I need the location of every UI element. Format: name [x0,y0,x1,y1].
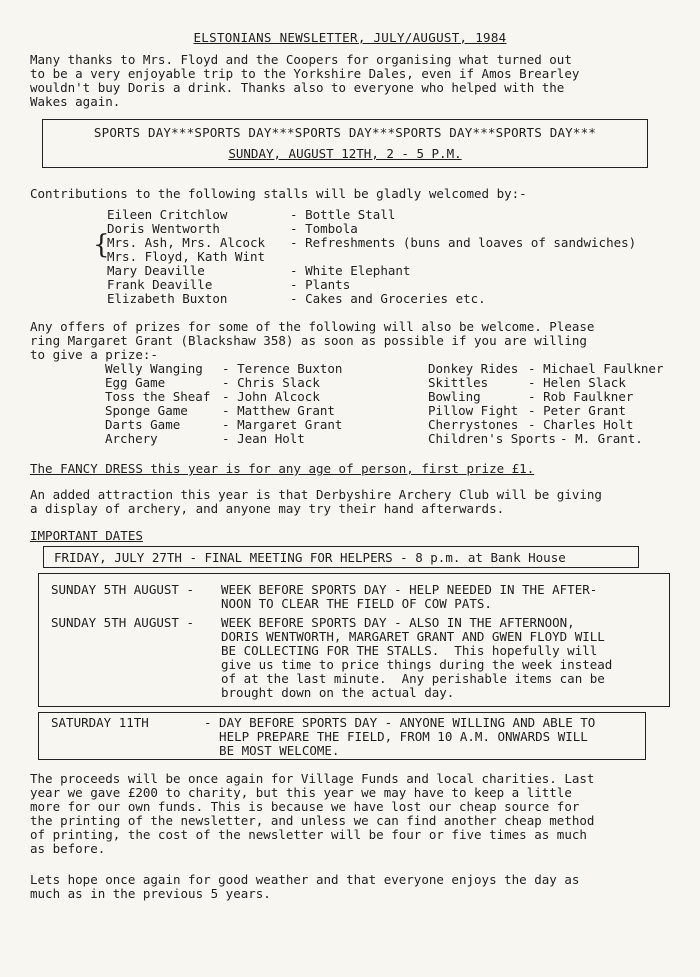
fancy-dress-notice: The FANCY DRESS this year is for any age of person, first prize £1. [30,461,535,476]
prize-person: Charles Holt [543,417,634,432]
prize-person: Terence Buxton [237,361,343,376]
stall-name: Plants [305,277,351,292]
prize-game: Skittles [428,375,489,390]
prize-game: Toss the Sheaf [105,389,211,404]
stall-helper: Mary Deaville [107,263,205,278]
important-dates-heading: IMPORTANT DATES [30,528,143,543]
date-friday-text: FRIDAY, JULY 27TH - FINAL MEETING FOR HELPERS - 8 p.m. at Bank House [54,550,566,565]
prize-game: Darts Game [105,417,181,432]
sports-day-date: SUNDAY, AUGUST 12TH, 2 - 5 P.M. [228,146,462,161]
stall-helper: Mrs. Floyd, Kath Wint [107,249,266,264]
prize-game: Cherrystones [428,417,519,432]
date-label: SUNDAY 5TH AUGUST - [51,582,194,597]
prize-person: M. Grant. [575,431,643,446]
date-box-saturday: SATURDAY 11TH - DAY BEFORE SPORTS DAY - ANYONE WILLING AND ABLE TO HELP PREPARE THE FIELD, FROM 10 A.M. ONWARDS WILL BE MOST WELCOME. [38,712,646,760]
stall-name: Cakes and Groceries etc. [305,291,486,306]
sports-day-repeat: SPORTS DAY***SPORTS DAY***SPORTS DAY***SPORTS DAY***SPORTS DAY*** [93,125,597,140]
prize-person: Peter Grant [543,403,626,418]
stall-helper: Eileen Critchlow [107,207,228,222]
date-box-friday [43,546,639,568]
sports-day-banner [42,119,648,168]
stall-name: Bottle Stall [305,207,396,222]
prize-person: Chris Slack [237,375,320,390]
stalls-heading: Contributions to the following stalls will be gladly welcomed by:- [30,186,527,201]
stall-helper: Mrs. Ash, Mrs. Alcock [107,235,266,250]
prize-person: Rob Faulkner [543,389,634,404]
brace-mark: { [93,230,110,260]
stall-name: White Elephant [305,263,411,278]
prize-person: Jean Holt [237,431,305,446]
stall-name: Refreshments (buns and loaves of sandwiches) [305,235,637,250]
prize-person: Michael Faulkner [543,361,664,376]
prize-game: Sponge Game [105,403,188,418]
stall-helper: Doris Wentworth [107,221,220,236]
prize-person: Matthew Grant [237,403,335,418]
prize-game: Pillow Fight [428,403,519,418]
stall-helper: Frank Deaville [107,277,213,292]
prize-game: Archery [105,431,158,446]
prize-game: Bowling [428,389,481,404]
prize-game: Donkey Rides [428,361,519,376]
date-label: SATURDAY 11TH [51,715,149,730]
prize-game: Children's Sports [428,431,556,446]
prize-game: Egg Game [105,375,166,390]
stall-name: Tombola [305,221,358,236]
date-label: SUNDAY 5TH AUGUST - [51,615,194,630]
prize-person: Helen Slack [543,375,626,390]
newsletter-page: ELSTONIANS NEWSLETTER, JULY/AUGUST, 1984 Many thanks to Mrs. Floyd and the Coopers for organising what turned out to be a very enjoyable trip to the Yorkshire Dales, even if Amos Brearley wouldn't buy Doris a drink. Thanks also to everyone who helped with the Wakes again. SPORTS DAY***SPORTS DAY***SPORTS DAY***SPORTS DAY***SPORTS DAY*** SUNDAY, AUGUST 12TH, 2 - 5 P.M. Contributions to the following stalls will be gladly welcomed by:- Eileen Critchlow - Bottle Stall Doris Wentworth - Tombola { Mrs. Ash, Mrs. Alcock - Refreshments (buns and loaves of sandwiches) Mrs. Floyd, Kath Wint Mary Deaville - White Elephant Frank Deaville - Plants Elizabeth Buxton - Cakes and Groceries etc. Any offers of prizes for some of the following will also be welcome. Please ring Margaret Grant (Blackshaw 358) as soon as possible if you are willing to give a prize:- Welly Wanging - Terence Buxton Egg Game - Chris Slack Toss the Sheaf - John Alcock Sponge Game - Matthew Grant Darts Game - Margaret Grant Archery - Jean Holt Donkey Rides - Michael Faulkner Skittles - Helen Slack Bowling - Rob Faulkner Pillow Fight - Peter Grant Cherrystones - Charles Holt Children's Sports - M. Grant. The FANCY DRESS this year is for any age of person, first prize £1. An added attraction this year is that Derbyshire Archery Club will be giving a display of archery, and anyone may try their hand afterwards. IMPORTANT DATES FRIDAY, JULY 27TH - FINAL MEETING FOR HELPERS - 8 p.m. at Bank House SUNDAY 5TH AUGUST - WEEK BEFORE SPORTS DAY - HELP NEEDED IN THE AFTER- NOON TO CLEAR THE FIELD OF COW PATS. SUNDAY 5TH AUGUST - WEEK BEFORE SPORTS DAY - ALSO IN THE AFTERNOON, DORIS WENTWORTH, MARGARET GRANT AND GWEN FLOYD WILL BE COLLECTING FOR THE STALLS. This hopefully will give us time to price things during the week instead of at the last minute. Any perishable items can be brought down on the actual day. SATURDAY 11TH - DAY BEFORE SPORTS DAY - ANYONE WILLING AND ABLE TO HELP PREPARE THE FIELD, FROM 10 A.M. ONWARDS WILL BE MOST WELCOME. The proceeds will be once again for Village Funds and local charities. Last year we gave £200 to charity, but this year we may have to keep a little more for our own funds. This is because we have lost our cheap source for the printing of the newsletter, and unless we can find another cheap method of printing, the cost of the newsletter will be four or five times as much as before. Lets hope once again for good weather and that everyone enjoys the day as much as in the previous 5 years. [0,0,700,977]
stall-helper: Elizabeth Buxton [107,291,228,306]
prize-game: Welly Wanging [105,361,203,376]
prize-person: Margaret Grant [237,417,343,432]
prize-person: John Alcock [237,389,320,404]
newsletter-title: ELSTONIANS NEWSLETTER, JULY/AUGUST, 1984 [193,30,507,45]
date-box-sunday: SUNDAY 5TH AUGUST - WEEK BEFORE SPORTS DAY - HELP NEEDED IN THE AFTER- NOON TO CLEAR THE FIELD OF COW PATS. SUNDAY 5TH AUGUST - WEEK BEFORE SPORTS DAY - ALSO IN THE AFTERNOON, DORIS WENTWORTH, MARGARET GRANT AND GWEN FLOYD WILL BE COLLECTING FOR THE STALLS. This hopefully will give us time to price things during the week instead of at the last minute. Any perishable items can be brought down on the actual day. [38,573,670,707]
